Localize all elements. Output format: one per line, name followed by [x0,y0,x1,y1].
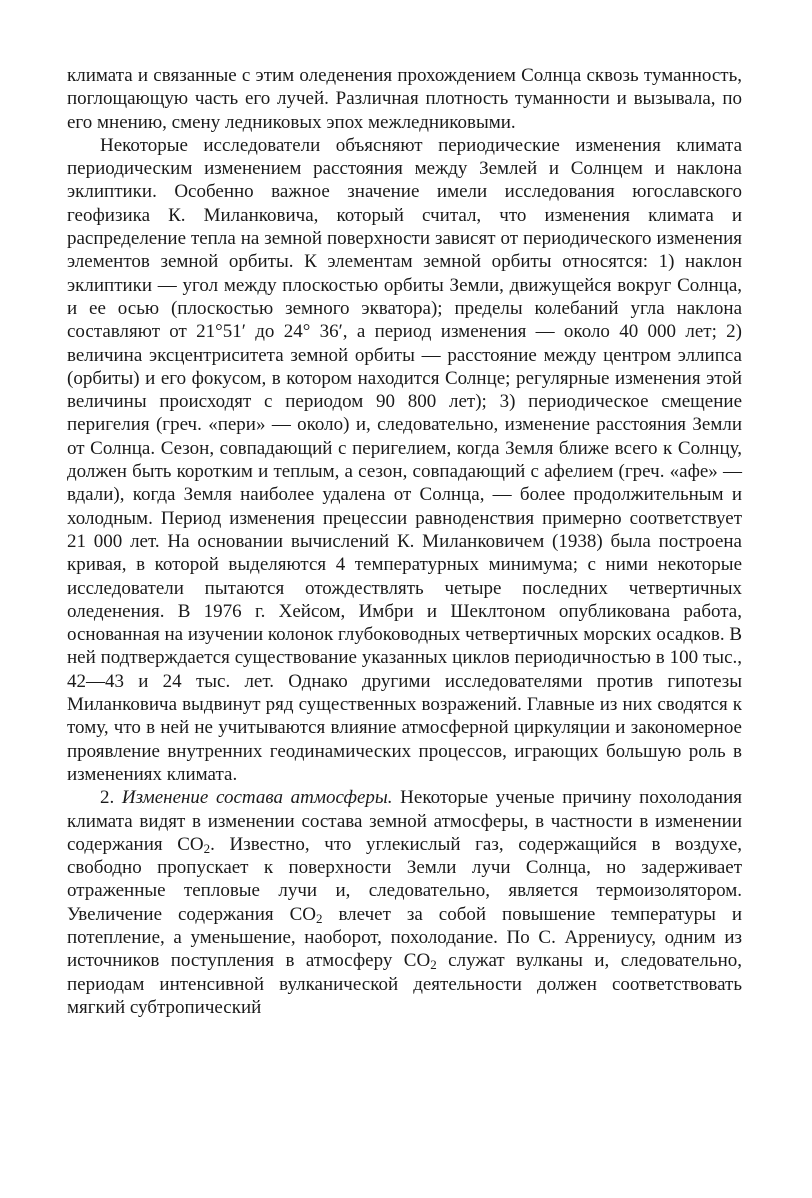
paragraph-milankovitch: Некоторые исследователи объясняют периодические изменения климата периодическим изменением расстояния между Землей и Солнцем и наклона эклиптики. Особенно важное значение имели исследования югославского геофизика К. Миланковича, который считал, что изменения климата и распределение тепла на земной поверхности зависят от периодического изменения элементов земной орбиты. К элементам земной орбиты относятся: 1) наклон эклиптики — угол между плоскостью орбиты Земли, движущейся вокруг Солнца, и ее осью (плоскостью земного экватора); пределы колебаний угла наклона составляют от 21°51′ до 24° 36′, а период изменения — около 40 000 лет; 2) величина эксцентриситета земной орбиты — расстояние между центром эллипса (орбиты) и его фокусом, в котором находится Солнце; регулярные изменения этой величины происходят с периодом 90 800 лет); 3) периодическое смещение перигелия (греч. «пери» — около) и, следовательно, изменение расстояния Земли от Солнца. Сезон, совпадающий с перигелием, когда Земля ближе всего к Солнцу, должен быть коротким и теплым, а сезон, совпадающий с афелием (греч. «афе» — вдали), когда Земля наиболее удалена от Солнца, — более продолжительным и холодным. Период изменения прецессии равноденствия примерно соответствует 21 000 лет. На основании вычислений К. Миланковичем (1938) была построена кривая, в которой выделяются 4 температурных минимума; с ними некоторые исследователи пытаются отождествлять четыре последних четвертичных оледенения. В 1976 г. Хейсом, Имбри и Шеклтоном опубликована работа, основанная на изучении колонок глубоководных четвертичных морских осадков. В ней подтверждается существование указанных циклов периодичностью в 100 тыс., 42—43 и 24 тыс. лет. Однако другими исследователями против гипотезы Миланковича выдвинут ряд существенных возражений. Главные из них сводятся к тому, что в ней не учитываются влияние атмосферной циркуляции и закономерное проявление внутренних геодинамических процессов, играющих большую роль в изменениях климата. [67,134,742,785]
subscript: 2 [430,957,437,973]
section-heading: Изменение состава атмосферы. [121,787,393,809]
paragraph-text-part: влечет за собой повышение температуры и потепление, а уменьшение, наоборот, похолодание. По С. Аррениусу, одним из источников поступления в атмосферу CO [67,903,743,972]
paragraph-text-part: служат вулканы и, следовательно, периодам интенсивной вулканической деятельности должен соответствовать мягкий субтропический [67,950,742,1018]
subscript: 2 [203,840,211,856]
section-number: 2. [100,787,115,809]
paragraph-text-part: . Известно, что углекислый газ, содержащийся в воздухе, свободно пропускает к поверхности Земли лучи Солнца, но задерживает отраженные тепловые лучи и, следовательно, является термоизолятором. Увеличение содержания CO [67,833,743,925]
subscript: 2 [315,910,323,926]
paragraph-atmosphere-composition [67,786,742,1019]
paragraph-text-part: Некоторые ученые причину похолодания климата видят в изменении состава земной атмосферы, в частности в изменении содержания CO [67,787,743,855]
paragraph-climate-nebula: климата и связанные с этим оледенения прохождением Солнца сквозь туманность, поглощающую часть его лучей. Различная плотность туманности и вызывала, по его мнению, смену ледниковых эпох межледниковыми. [67,65,742,133]
